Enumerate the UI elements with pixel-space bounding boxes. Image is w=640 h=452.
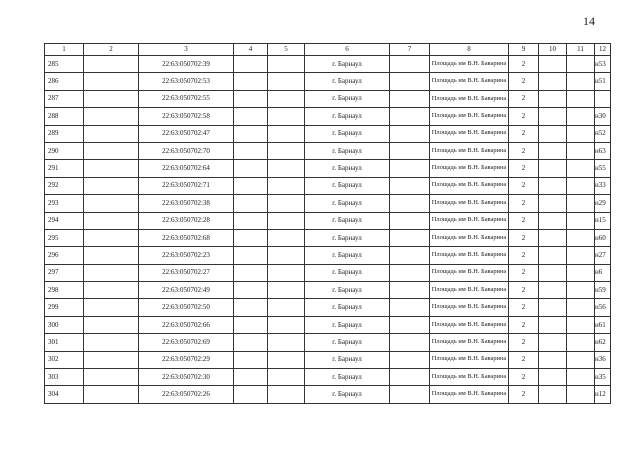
table-cell-col8: Площадь им В.Н. Баварина [430, 369, 509, 386]
table-cell-col10 [539, 212, 567, 229]
table-cell-col2 [84, 142, 139, 159]
table-cell-col11 [567, 282, 595, 299]
table-cell-col12: н55 [595, 160, 611, 177]
table-cell-col12: н62 [595, 334, 611, 351]
table-cell-col3: 22:63:050702:55 [139, 90, 234, 107]
table-cell-col2 [84, 90, 139, 107]
table-cell-col12: н51 [595, 73, 611, 90]
table-cell-col9: 2 [509, 177, 539, 194]
table-row [45, 334, 611, 351]
table-body [45, 56, 611, 404]
table-cell-col1: 296 [45, 247, 84, 264]
table-cell-col1: 290 [45, 142, 84, 159]
registry-table [44, 43, 611, 404]
column-header: 10 [539, 44, 567, 56]
table-cell-col9: 2 [509, 316, 539, 333]
table-cell-col5 [268, 334, 305, 351]
table-cell-col9: 2 [509, 160, 539, 177]
table-row [45, 212, 611, 229]
table-cell-col1: 292 [45, 177, 84, 194]
table-cell-col2 [84, 160, 139, 177]
table-cell-col4 [234, 299, 268, 316]
table-cell-col8: Площадь им В.Н. Баварина [430, 316, 509, 333]
table-cell-col12: н52 [595, 125, 611, 142]
table-cell-col10 [539, 229, 567, 246]
table-cell-col9: 2 [509, 212, 539, 229]
table-row [45, 177, 611, 194]
table-cell-col4 [234, 108, 268, 125]
table-cell-col9: 2 [509, 282, 539, 299]
table-cell-col5 [268, 247, 305, 264]
table-cell-col9: 2 [509, 369, 539, 386]
table-cell-col10 [539, 160, 567, 177]
page-number: 14 [583, 14, 595, 28]
table-cell-col7 [390, 351, 430, 368]
table-cell-col6: г. Барнаул [305, 369, 390, 386]
table-cell-col3: 22:63:050702:49 [139, 282, 234, 299]
table-cell-col1: 294 [45, 212, 84, 229]
table-cell-col8: Площадь им В.Н. Баварина [430, 229, 509, 246]
table-cell-col5 [268, 73, 305, 90]
column-header: 5 [268, 44, 305, 56]
table-cell-col2 [84, 369, 139, 386]
table-cell-col1: 303 [45, 369, 84, 386]
table-cell-col2 [84, 386, 139, 403]
table-cell-col4 [234, 264, 268, 281]
table-cell-col11 [567, 334, 595, 351]
table-cell-col4 [234, 351, 268, 368]
table-cell-col6: г. Барнаул [305, 282, 390, 299]
table-cell-col12: н30 [595, 108, 611, 125]
table-cell-col11 [567, 142, 595, 159]
table-cell-col10 [539, 264, 567, 281]
table-cell-col8: Площадь им В.Н. Баварина [430, 282, 509, 299]
table-cell-col11 [567, 177, 595, 194]
table-row [45, 229, 611, 246]
table-cell-col2 [84, 351, 139, 368]
table-cell-col10 [539, 299, 567, 316]
table-cell-col11 [567, 316, 595, 333]
table-cell-col11 [567, 73, 595, 90]
table-cell-col3: 22:63:050702:69 [139, 334, 234, 351]
table-cell-col8: Площадь им В.Н. Баварина [430, 212, 509, 229]
table-cell-col2 [84, 177, 139, 194]
table-cell-col2 [84, 282, 139, 299]
table-row [45, 160, 611, 177]
table-cell-col7 [390, 282, 430, 299]
table-cell-col11 [567, 160, 595, 177]
table-cell-col7 [390, 386, 430, 403]
table-cell-col6: г. Барнаул [305, 56, 390, 73]
table-cell-col12 [595, 90, 611, 107]
table-cell-col4 [234, 125, 268, 142]
table-cell-col5 [268, 212, 305, 229]
table-cell-col3: 22:63:050702:27 [139, 264, 234, 281]
table-cell-col1: 295 [45, 229, 84, 246]
table-cell-col12: н6 [595, 264, 611, 281]
table-cell-col3: 22:63:050702:38 [139, 195, 234, 212]
table-cell-col1: 289 [45, 125, 84, 142]
table-cell-col12: н33 [595, 177, 611, 194]
table-cell-col7 [390, 316, 430, 333]
table-cell-col8: Площадь им В.Н. Баварина [430, 177, 509, 194]
table-cell-col4 [234, 316, 268, 333]
table-cell-col3: 22:63:050702:29 [139, 351, 234, 368]
table-cell-col4 [234, 229, 268, 246]
column-header: 12 [595, 44, 611, 56]
table-cell-col4 [234, 56, 268, 73]
table-cell-col4 [234, 90, 268, 107]
table-cell-col3: 22:63:050702:71 [139, 177, 234, 194]
table-cell-col10 [539, 90, 567, 107]
table-cell-col11 [567, 108, 595, 125]
table-cell-col8: Площадь им В.Н. Баварина [430, 351, 509, 368]
table-cell-col3: 22:63:050702:47 [139, 125, 234, 142]
table-cell-col5 [268, 369, 305, 386]
table-cell-col8: Площадь им В.Н. Баварина [430, 73, 509, 90]
table-cell-col5 [268, 316, 305, 333]
table-cell-col2 [84, 108, 139, 125]
table-cell-col4 [234, 386, 268, 403]
table-cell-col6: г. Барнаул [305, 125, 390, 142]
table-cell-col4 [234, 334, 268, 351]
table-cell-col1: 300 [45, 316, 84, 333]
table-cell-col8: Площадь им В.Н. Баварина [430, 90, 509, 107]
table-cell-col2 [84, 334, 139, 351]
table-cell-col12: н56 [595, 299, 611, 316]
table-cell-col9: 2 [509, 125, 539, 142]
table-cell-col9: 2 [509, 351, 539, 368]
table-cell-col3: 22:63:050702:66 [139, 316, 234, 333]
table-cell-col7 [390, 56, 430, 73]
table-cell-col10 [539, 125, 567, 142]
table-cell-col5 [268, 177, 305, 194]
table-cell-col8: Площадь им В.Н. Баварина [430, 334, 509, 351]
table-cell-col10 [539, 108, 567, 125]
table-cell-col1: 288 [45, 108, 84, 125]
table-cell-col9: 2 [509, 56, 539, 73]
table-cell-col12: н27 [595, 247, 611, 264]
table-cell-col10 [539, 73, 567, 90]
table-row [45, 299, 611, 316]
table-cell-col2 [84, 316, 139, 333]
table-cell-col7 [390, 334, 430, 351]
table-cell-col4 [234, 282, 268, 299]
table-cell-col3: 22:63:050702:30 [139, 369, 234, 386]
table-cell-col6: г. Барнаул [305, 177, 390, 194]
table-row [45, 125, 611, 142]
table-cell-col4 [234, 73, 268, 90]
table-cell-col5 [268, 299, 305, 316]
table-cell-col7 [390, 247, 430, 264]
table-cell-col10 [539, 177, 567, 194]
table-cell-col11 [567, 212, 595, 229]
table-cell-col1: 302 [45, 351, 84, 368]
table-cell-col8: Площадь им В.Н. Баварина [430, 142, 509, 159]
table-cell-col9: 2 [509, 334, 539, 351]
table-cell-col9: 2 [509, 386, 539, 403]
table-cell-col7 [390, 90, 430, 107]
table-cell-col1: 301 [45, 334, 84, 351]
table-cell-col2 [84, 299, 139, 316]
table-cell-col5 [268, 90, 305, 107]
table-cell-col5 [268, 125, 305, 142]
table-cell-col9: 2 [509, 73, 539, 90]
table-cell-col3: 22:63:050702:23 [139, 247, 234, 264]
column-header: 9 [509, 44, 539, 56]
table-cell-col6: г. Барнаул [305, 247, 390, 264]
table-cell-col3: 22:63:050702:39 [139, 56, 234, 73]
table-cell-col6: г. Барнаул [305, 316, 390, 333]
table-cell-col10 [539, 351, 567, 368]
table-row [45, 195, 611, 212]
table-cell-col3: 22:63:050702:58 [139, 108, 234, 125]
table-row [45, 108, 611, 125]
column-header: 8 [430, 44, 509, 56]
table-cell-col11 [567, 351, 595, 368]
table-cell-col5 [268, 195, 305, 212]
table-cell-col9: 2 [509, 229, 539, 246]
table-cell-col12: н36 [595, 351, 611, 368]
table-cell-col10 [539, 386, 567, 403]
table-cell-col5 [268, 229, 305, 246]
table-cell-col5 [268, 56, 305, 73]
table-cell-col8: Площадь им В.Н. Баварина [430, 125, 509, 142]
table-cell-col10 [539, 142, 567, 159]
table-cell-col6: г. Барнаул [305, 212, 390, 229]
table-cell-col4 [234, 177, 268, 194]
table-row [45, 316, 611, 333]
table-cell-col1: 293 [45, 195, 84, 212]
table-cell-col2 [84, 56, 139, 73]
table-row [45, 369, 611, 386]
table-row [45, 247, 611, 264]
table-cell-col11 [567, 299, 595, 316]
header-row [45, 44, 611, 56]
table-cell-col8: Площадь им В.Н. Баварина [430, 108, 509, 125]
table-row [45, 90, 611, 107]
table-cell-col11 [567, 56, 595, 73]
table-cell-col7 [390, 195, 430, 212]
table-cell-col8: Площадь им В.Н. Баварина [430, 195, 509, 212]
table-cell-col12: н60 [595, 229, 611, 246]
table-cell-col1: 291 [45, 160, 84, 177]
table-cell-col11 [567, 247, 595, 264]
table-cell-col8: Площадь им В.Н. Баварина [430, 56, 509, 73]
table-cell-col12: н61 [595, 316, 611, 333]
table-cell-col5 [268, 264, 305, 281]
table-cell-col5 [268, 386, 305, 403]
table-header [45, 44, 611, 56]
table-cell-col6: г. Барнаул [305, 229, 390, 246]
table-cell-col5 [268, 160, 305, 177]
table-cell-col3: 22:63:050702:70 [139, 142, 234, 159]
table-cell-col10 [539, 282, 567, 299]
table-cell-col3: 22:63:050702:64 [139, 160, 234, 177]
column-header: 4 [234, 44, 268, 56]
table-cell-col11 [567, 195, 595, 212]
table-cell-col7 [390, 369, 430, 386]
table-row [45, 386, 611, 403]
table-cell-col9: 2 [509, 247, 539, 264]
table-cell-col10 [539, 316, 567, 333]
table-cell-col12: н63 [595, 142, 611, 159]
table-cell-col11 [567, 369, 595, 386]
table-cell-col4 [234, 369, 268, 386]
column-header: 2 [84, 44, 139, 56]
table-cell-col12: н35 [595, 369, 611, 386]
table-cell-col7 [390, 229, 430, 246]
table-row [45, 73, 611, 90]
table-cell-col12: н15 [595, 212, 611, 229]
table-cell-col4 [234, 195, 268, 212]
table-cell-col2 [84, 125, 139, 142]
table-cell-col6: г. Барнаул [305, 264, 390, 281]
table-cell-col10 [539, 195, 567, 212]
table-cell-col9: 2 [509, 108, 539, 125]
table-cell-col5 [268, 142, 305, 159]
table-cell-col7 [390, 73, 430, 90]
table-cell-col6: г. Барнаул [305, 142, 390, 159]
table-cell-col11 [567, 386, 595, 403]
table-cell-col11 [567, 125, 595, 142]
table-cell-col11 [567, 90, 595, 107]
table-cell-col7 [390, 299, 430, 316]
table-cell-col8: Площадь им В.Н. Баварина [430, 264, 509, 281]
table-cell-col2 [84, 229, 139, 246]
table-cell-col5 [268, 282, 305, 299]
column-header: 7 [390, 44, 430, 56]
table-row [45, 282, 611, 299]
table-cell-col6: г. Барнаул [305, 334, 390, 351]
table-cell-col12: н12 [595, 386, 611, 403]
table-cell-col9: 2 [509, 264, 539, 281]
table-row [45, 351, 611, 368]
table-cell-col7 [390, 212, 430, 229]
table-cell-col2 [84, 264, 139, 281]
table-cell-col6: г. Барнаул [305, 351, 390, 368]
column-header: 6 [305, 44, 390, 56]
column-header: 1 [45, 44, 84, 56]
table-cell-col6: г. Барнаул [305, 386, 390, 403]
table-row [45, 56, 611, 73]
table-cell-col3: 22:63:050702:68 [139, 229, 234, 246]
table-cell-col7 [390, 142, 430, 159]
table-cell-col6: г. Барнаул [305, 90, 390, 107]
table-cell-col3: 22:63:050702:26 [139, 386, 234, 403]
table-row [45, 142, 611, 159]
table-cell-col6: г. Барнаул [305, 195, 390, 212]
table-cell-col4 [234, 142, 268, 159]
table-cell-col7 [390, 160, 430, 177]
table-cell-col4 [234, 160, 268, 177]
table-cell-col6: г. Барнаул [305, 108, 390, 125]
table-cell-col7 [390, 108, 430, 125]
table-cell-col1: 297 [45, 264, 84, 281]
column-header: 3 [139, 44, 234, 56]
table-cell-col1: 298 [45, 282, 84, 299]
table-cell-col4 [234, 212, 268, 229]
table-cell-col2 [84, 73, 139, 90]
table-cell-col10 [539, 334, 567, 351]
table-cell-col1: 287 [45, 90, 84, 107]
table-cell-col11 [567, 229, 595, 246]
table-cell-col7 [390, 125, 430, 142]
table-cell-col5 [268, 351, 305, 368]
column-header: 11 [567, 44, 595, 56]
table-cell-col9: 2 [509, 195, 539, 212]
table-cell-col8: Площадь им В.Н. Баварина [430, 160, 509, 177]
table-cell-col9: 2 [509, 299, 539, 316]
table-cell-col1: 285 [45, 56, 84, 73]
table-cell-col7 [390, 264, 430, 281]
table-cell-col12: н53 [595, 56, 611, 73]
table-cell-col3: 22:63:050702:28 [139, 212, 234, 229]
table-cell-col2 [84, 247, 139, 264]
table-cell-col8: Площадь им В.Н. Баварина [430, 247, 509, 264]
table-cell-col10 [539, 247, 567, 264]
table-cell-col6: г. Барнаул [305, 160, 390, 177]
table-cell-col11 [567, 264, 595, 281]
table-cell-col3: 22:63:050702:50 [139, 299, 234, 316]
table-cell-col10 [539, 369, 567, 386]
table-cell-col12: н59 [595, 282, 611, 299]
table-cell-col4 [234, 247, 268, 264]
table-cell-col10 [539, 56, 567, 73]
table-cell-col1: 304 [45, 386, 84, 403]
table-cell-col2 [84, 212, 139, 229]
table-cell-col9: 2 [509, 90, 539, 107]
table-row [45, 264, 611, 281]
table-cell-col1: 286 [45, 73, 84, 90]
table-cell-col2 [84, 195, 139, 212]
table-cell-col9: 2 [509, 142, 539, 159]
table-cell-col12: н29 [595, 195, 611, 212]
table-cell-col5 [268, 108, 305, 125]
table-cell-col8: Площадь им В.Н. Баварина [430, 299, 509, 316]
table-cell-col6: г. Барнаул [305, 299, 390, 316]
table-cell-col3: 22:63:050702:53 [139, 73, 234, 90]
table-cell-col6: г. Барнаул [305, 73, 390, 90]
table-cell-col7 [390, 177, 430, 194]
table-cell-col8: Площадь им В.Н. Баварина [430, 386, 509, 403]
table-cell-col1: 299 [45, 299, 84, 316]
